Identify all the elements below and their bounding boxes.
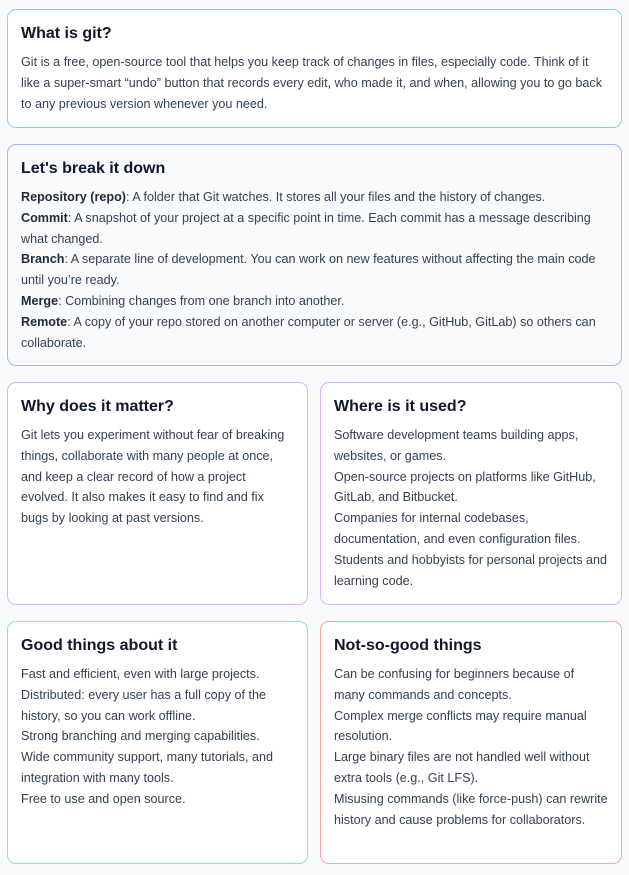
term-item-remote xyxy=(21,312,608,354)
cons-card xyxy=(320,621,622,864)
term-description: : A folder that Git watches. It stores all your files and the history of changes. xyxy=(125,190,546,204)
card-title: What is git? xyxy=(21,25,112,42)
term-label: Merge xyxy=(21,293,59,308)
term-item-repository xyxy=(21,187,608,208)
pros-card xyxy=(7,621,308,864)
term-label: Remote xyxy=(21,314,68,329)
usage-list xyxy=(334,425,608,591)
term-label: Commit xyxy=(21,210,68,225)
card-body: Git lets you experiment without fear of breaking things, collaborate with many people at once, and keep a clear record of how a project evolved. It also makes it easy to find and fix bugs by looking at past versions. xyxy=(21,428,285,526)
term-description: : A separate line of development. You can work on new features without affecting the main code until you’re ready. xyxy=(21,252,596,288)
list-item: Complex merge conflicts may require manual resolution. xyxy=(334,708,587,744)
term-description: : A copy of your repo stored on another computer or server (e.g., GitHub, GitLab) so others can collaborate. xyxy=(21,314,596,350)
list-item: Fast and efficient, even with large projects. xyxy=(21,667,260,681)
card-body: Git is a free, open-source tool that helps you keep track of changes in files, especially code. Think of it like a super-smart “undo” button that records every edit, who made it, and when, allowing you to go back to any previous version whenever you need. xyxy=(21,55,603,111)
card-title: Let's break it down xyxy=(21,160,166,177)
term-item-commit xyxy=(21,208,608,250)
what-is-git-card xyxy=(7,9,622,128)
term-item-merge xyxy=(21,291,608,312)
cons-list xyxy=(334,664,608,830)
list-item: Wide community support, many tutorials, and integration with many tools. xyxy=(21,750,273,785)
where-used-card xyxy=(320,382,622,605)
term-label: Repository (repo) xyxy=(21,190,126,204)
card-title: Not-so-good things xyxy=(334,637,482,654)
breakdown-card xyxy=(7,144,622,366)
list-item: Distributed: every user has a full copy of the history, so you can work offline. xyxy=(21,687,267,723)
card-title: Where is it used? xyxy=(334,398,467,415)
list-item: Students and hobbyists for personal projects and learning code. xyxy=(334,552,608,588)
card-title: Why does it matter? xyxy=(21,398,174,415)
term-label: Branch xyxy=(21,252,65,267)
card-title: Good things about it xyxy=(21,637,178,654)
list-item: Open-source projects on platforms like GitHub, GitLab, and Bitbucket. xyxy=(334,469,596,505)
term-list xyxy=(21,187,608,353)
term-description: : A snapshot of your project at a specific point in time. Each commit has a message describing what changed. xyxy=(21,210,591,246)
list-item: Strong branching and merging capabilities. xyxy=(21,729,260,744)
list-item: Software development teams building apps, websites, or games. xyxy=(334,428,579,463)
pros-list xyxy=(21,664,294,810)
list-item: Companies for internal codebases, documentation, and even configuration files. xyxy=(334,511,581,546)
list-item: Misusing commands (like force-push) can rewrite history and cause problems for collaborators. xyxy=(334,791,608,827)
list-item: Can be confusing for beginners because of many commands and concepts. xyxy=(334,667,575,702)
list-item: Large binary files are not handled well without extra tools (e.g., Git LFS). xyxy=(334,750,590,785)
why-it-matters-card xyxy=(7,382,308,605)
term-item-branch xyxy=(21,249,608,291)
term-description: : Combining changes from one branch into another. xyxy=(58,293,345,308)
list-item: Free to use and open source. xyxy=(21,791,186,806)
